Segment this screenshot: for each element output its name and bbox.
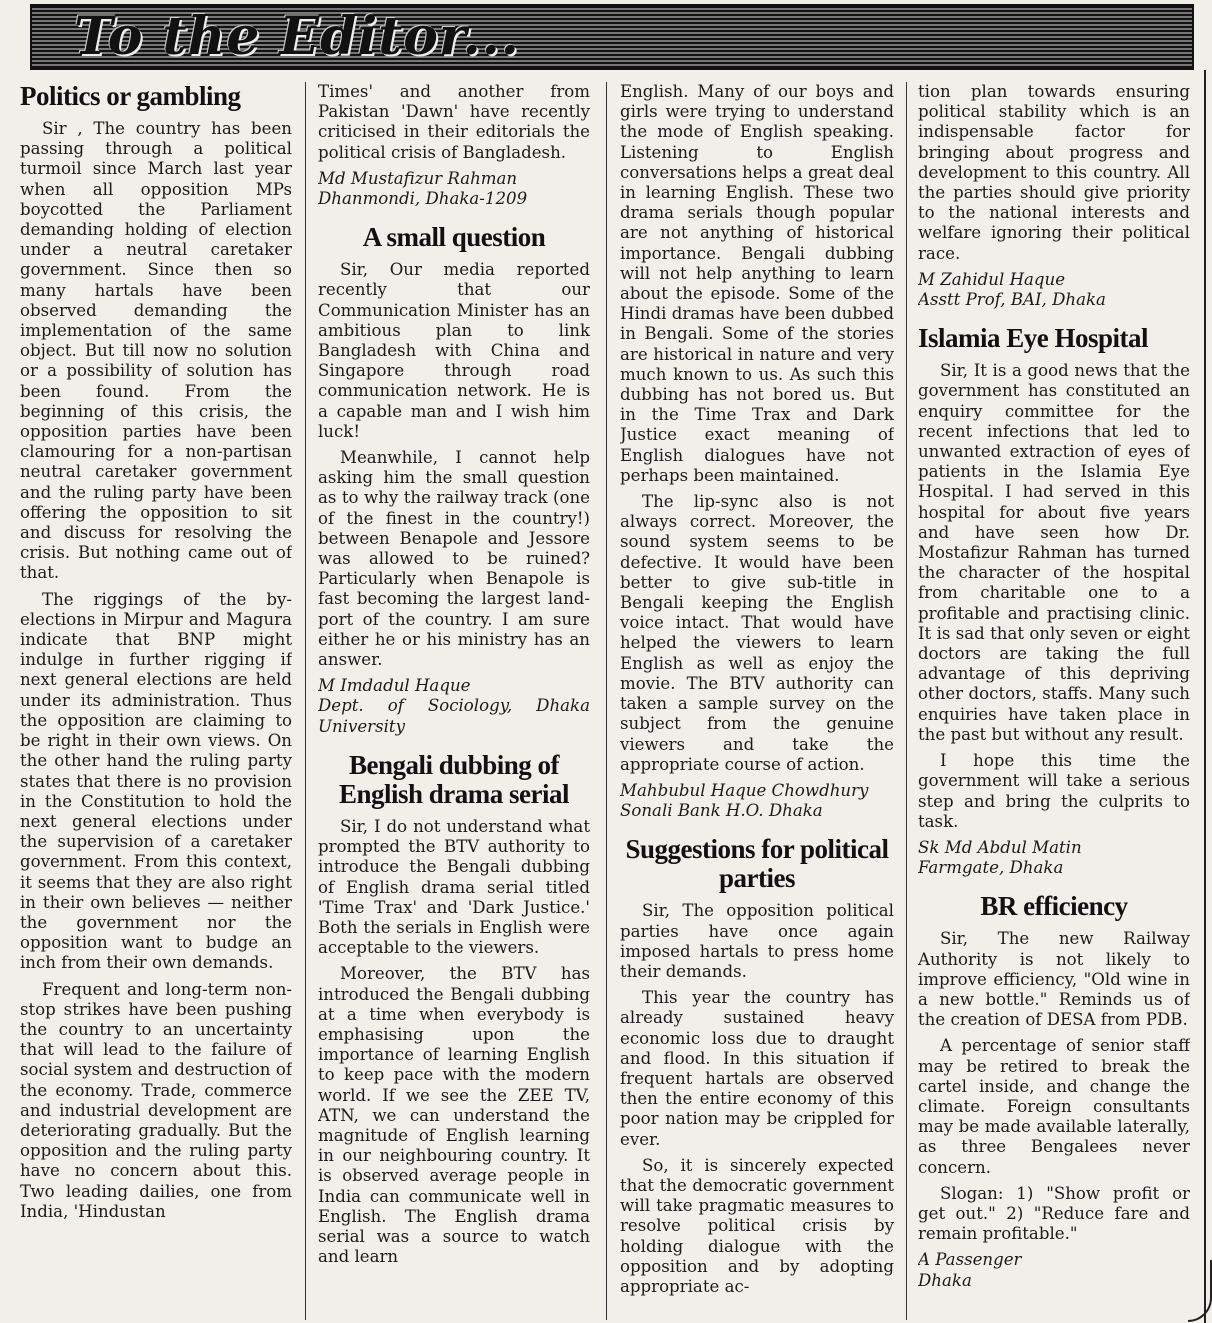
signature-place: Dhanmondi, Dhaka-1209 (318, 189, 528, 209)
letter-paragraph: Moreover, the BTV has introduced the Bengali dubbing at a time when everybody is emphasising upon the importance of learning English to keep pace with the modern world. If we see the ZEE TV, ATN, we can understand the magnitude of English learning in our neighbouring country. It is observed average people in India can communicate well in English. The English drama serial was a source to watch and learn (318, 964, 590, 1267)
letter-paragraph: Sir , The country has been passing through a political turmoil since March last year when all opposition MPs boycotted the Parliament demanding holding of election under a neutral caretaker government. Since then so many hartals have been observed demanding the implementation of the same object. But till now no solution or a possibility of solution has been found. From the beginning of this crisis, the opposition parties have been clamouring for a non-partisan neutral caretaker government and the ruling party have been offering the opposition to sit and discuss for resolving the crisis. But nothing came out of that. (20, 119, 292, 583)
letter-title: A small question (362, 222, 546, 253)
column-4 (918, 82, 1190, 1322)
letter-paragraph: Sir, The new Railway Authority is not likely to improve efficiency, "Old wine in a new bottle." Reminds us of the creation of DESA from PDB. (918, 929, 1190, 1030)
letter-title: BR efficiency (980, 891, 1128, 922)
signature-place: Farmgate, Dhaka (918, 858, 1064, 878)
column-3 (620, 82, 894, 1322)
signature-name: Sk Md Abdul Matin (918, 837, 1082, 857)
signature-place: Dhaka (918, 1270, 972, 1290)
letter-signature (918, 1250, 1190, 1290)
signature-place: Asstt Prof, BAI, Dhaka (918, 290, 1106, 310)
column-2 (318, 82, 590, 1322)
page-edge-rule (1204, 70, 1206, 1323)
section-title: To the Editor... (74, 6, 520, 67)
letter-paragraph: Sir, Our media reported recently that our Communication Minister has an ambitious plan to link Bangladesh with China and Singapore through road communication network. He is a capable man and I wish him luck! (318, 260, 590, 441)
column-1 (20, 82, 292, 1322)
column-rule (606, 82, 607, 1320)
signature-name: A Passenger (918, 1250, 1022, 1270)
letter-signature (318, 169, 590, 209)
letter-paragraph: English. Many of our boys and girls were trying to understand the mode of English speaking. Listening to English conversations helps a great deal in learning English. These two drama serials though popular are not anything of historical importance. Bengali dubbing will not help anything to learn about the episode. Some of the Hindi dramas have been dubbed in Bengali. Some of the stories are historical in nature and very much known to us. As such this dubbing has not bored us. But in the Time Trax and Dark Justice exact meaning of English dialogues have not perhaps been maintained. (620, 82, 894, 485)
letter-signature (620, 781, 894, 821)
signature-name: Mahbubul Haque Chowdhury (620, 780, 869, 800)
letter-signature (318, 676, 590, 737)
letter-paragraph: Times' and another from Pakistan 'Dawn' have recently criticised in their editorials the political crisis of Bangladesh. (318, 82, 590, 162)
letter-paragraph: A percentage of senior staff may be retired to break the cartel inside, and change the climate. Foreign consultants may be made available laterally, as three Bengalees never concern. (918, 1036, 1190, 1177)
letter-paragraph: The riggings of the by-elections in Mirpur and Magura indicate that BNP might indulge in further rigging if next general elections are held under its administration. Thus the opposition are claiming to be right in their own views. On the other hand the ruling party states that there is no provision in the Constitution to hold the next general elections under the supervision of a caretaker government. From this context, it seems that they are also right in their own believes — neither the government nor the opposition want to budge an inch from their own demands. (20, 589, 292, 973)
signature-place: Sonali Bank H.O. Dhaka (620, 801, 823, 821)
letter-title: Politics or gambling (20, 82, 241, 111)
page-corner-curl (1188, 1260, 1212, 1322)
letter-paragraph: I hope this time the government will take a serious step and bring the culprits to task. (918, 751, 1190, 831)
letter-paragraph: This year the country has already sustained heavy economic loss due to draught and flood. In this situation if frequent hartals are observed then the entire economy of this poor nation may be crippled for ever. (620, 988, 894, 1149)
letter-paragraph: Slogan: 1) "Show profit or get out." 2) "Reduce fare and remain profitable." (918, 1183, 1190, 1244)
letter-title: Islamia Eye Hospital (918, 323, 1149, 354)
letter-paragraph: Frequent and long-term non-stop strikes have been pushing the country to an uncertainty that will lead to the failure of social system and destruction of the economy. Trade, commerce and industrial development are deteriorating gradually. But the opposition and the ruling party have no concern about this. Two leading dailies, one from India, 'Hindustan (20, 979, 292, 1221)
signature-name: Md Mustafizur Rahman (318, 168, 518, 188)
letter-paragraph: tion plan towards ensuring political stability which is an indispensable factor for bringing about progress and development to this country. All the parties should give priority to the national interests and welfare ignoring their political race. (918, 82, 1190, 263)
section-banner (30, 4, 1194, 70)
letter-paragraph: So, it is sincerely expected that the democratic government will take pragmatic measures to resolve political crisis by holding dialogue with the opposition and by adopting appropriate ac- (620, 1155, 894, 1296)
column-rule (305, 82, 306, 1320)
column-rule (906, 82, 907, 1320)
letter-signature (918, 270, 1190, 310)
letter-title: Bengali dubbing of English drama serial (338, 749, 570, 809)
signature-name: M Zahidul Haque (918, 269, 1066, 289)
signature-name: M Imdadul Haque (318, 676, 471, 696)
letter-title: Suggestions for political parties (625, 834, 889, 894)
letter-paragraph: Sir, It is a good news that the government has constituted an enquiry committee for the recent infections that led to unwanted extraction of eyes of patients in the Islamia Eye Hospital. I had served in this hospital for about five years and have seen how Dr. Mostafizur Rahman has turned the character of the hospital from charitable one to a profitable and practising clinic. It is sad that only seven or eight doctors are taking the full advantage of this depriving other doctors, staffs. Many such enquiries have taken place in the past but without any result. (918, 361, 1190, 744)
letter-paragraph: Sir, The opposition political parties have once again imposed hartals to press home their demands. (620, 901, 894, 981)
signature-place: Dept. of Sociology, Dhaka University (318, 696, 590, 736)
letter-paragraph: Meanwhile, I cannot help asking him the small question as to why the railway track (one of the finest in the country!) between Benapole and Jessore was allowed to be ruined? Particularly when Benapole is fast becoming the largest land-port of the country. I am sure either he or his ministry has an answer. (318, 448, 590, 670)
letter-signature (918, 838, 1190, 878)
letter-paragraph: The lip-sync also is not always correct. Moreover, the sound system seems to be defective. It would have been better to give sub-title in Bengali keeping the English voice intact. That would have helped the viewers to learn English as well as enjoy the movie. The BTV authority can taken a sample survey on the subject from the genuine viewers and take the appropriate course of action. (620, 492, 894, 774)
letter-paragraph: Sir, I do not understand what prompted the BTV authority to introduce the Bengali dubbing of English drama serial titled 'Time Trax' and 'Dark Justice.' Both the serials in English were acceptable to the viewers. (318, 816, 590, 958)
